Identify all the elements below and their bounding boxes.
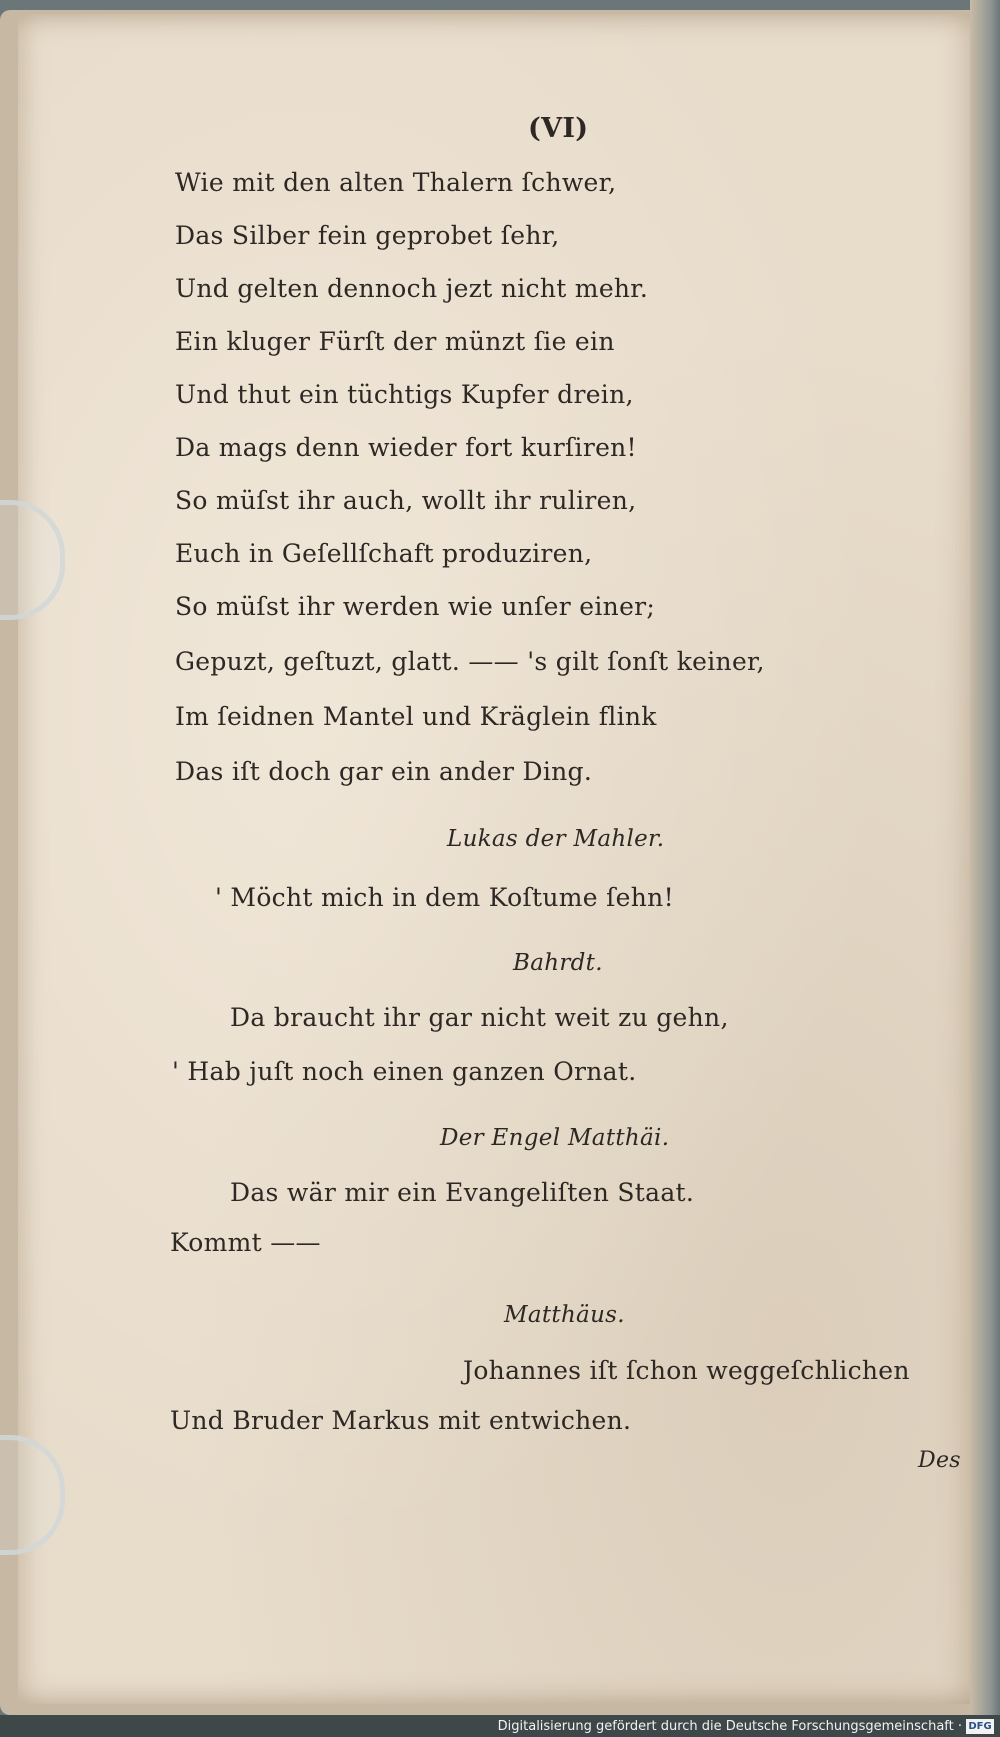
dialogue-line: Johannes iſt ſchon weggeſchlichen: [463, 1356, 910, 1385]
funding-credit: Digitalisierung gefördert durch die Deutsche Forschungsgemeinschaft ·: [497, 1719, 962, 1734]
verse-line: Im ſeidnen Mantel und Kräglein flink: [175, 702, 657, 731]
speaker-name: Lukas der Mahler.: [447, 826, 665, 852]
verse-line: Wie mit den alten Thalern ſchwer,: [175, 168, 617, 197]
page-edge-shadow: [970, 0, 1000, 1737]
dialogue-line: ' Hab juſt noch einen ganzen Ornat.: [172, 1057, 637, 1086]
page-number: (VI): [528, 113, 589, 144]
verse-line: Und thut ein tüchtigs Kupfer drein,: [175, 380, 634, 409]
dialogue-line: Und Bruder Markus mit entwichen.: [170, 1406, 632, 1435]
verse-line: Und gelten dennoch jezt nicht mehr.: [175, 274, 649, 303]
book-page: [18, 14, 986, 1704]
verse-line: Das iſt doch gar ein ander Ding.: [175, 757, 593, 786]
verse-line: So müſst ihr werden wie unſer einer;: [175, 592, 656, 621]
speaker-name: Bahrdt.: [513, 950, 603, 976]
verse-line: Da mags denn wieder fort kurſiren!: [175, 433, 637, 462]
verse-line: So müſst ihr auch, wollt ihr ruliren,: [175, 486, 637, 515]
speaker-name: Der Engel Matthäi.: [440, 1125, 670, 1151]
dialogue-line: Da braucht ihr gar nicht weit zu gehn,: [230, 1003, 729, 1032]
verse-line: Euch in Geſellſchaft produziren,: [175, 539, 593, 568]
verse-line: Das Silber fein geprobet ſehr,: [175, 221, 560, 250]
verse-line: Ein kluger Fürſt der münzt ſie ein: [175, 327, 615, 356]
catchword: Des: [918, 1448, 961, 1473]
speaker-name: Matthäus.: [504, 1302, 625, 1328]
footer-bar: [0, 1715, 1000, 1737]
dialogue-line: ' Möcht mich in dem Koſtume ſehn!: [215, 883, 674, 912]
dialogue-line: Das wär mir ein Evangeliſten Staat.: [230, 1178, 695, 1207]
verse-line: Gepuzt, geſtuzt, glatt. —— 's gilt ſonſt keiner,: [175, 647, 765, 676]
dialogue-line: Kommt ——: [170, 1228, 321, 1257]
dfg-logo-icon: DFG: [966, 1719, 994, 1734]
